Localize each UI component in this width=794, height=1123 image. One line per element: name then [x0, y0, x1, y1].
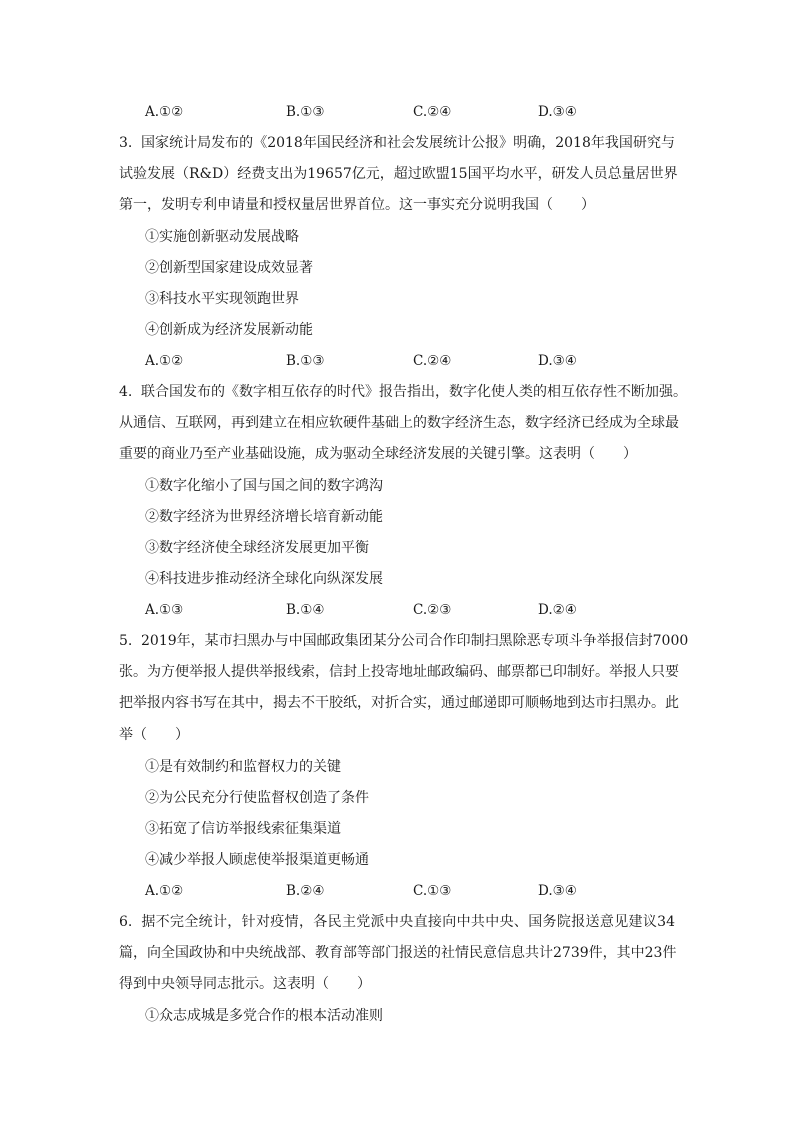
q5-option-b[interactable]: B.②④: [286, 883, 325, 899]
q6-number: 6.: [119, 914, 133, 930]
q3-option-a[interactable]: A.①②: [145, 353, 184, 369]
q2-options: [145, 102, 605, 122]
q4-stem-line-1: [119, 382, 687, 402]
q6-stem-line-1: [119, 912, 675, 932]
q5-stem-text-1: 2019年，某市扫黑办与中国邮政集团某分公司合作印制扫黑除恶专项斗争举报信封7000: [141, 633, 689, 649]
q3-options: [145, 351, 605, 371]
q4-statement-2: ②数字经济为世界经济增长培育新动能: [145, 509, 383, 525]
q4-option-c[interactable]: C.②③: [413, 602, 452, 618]
q3-stem-line-1: [119, 133, 675, 153]
q5-stem-line-2: [119, 662, 679, 682]
q5-stem-text-4: 举（ ）: [119, 727, 189, 743]
q5-options: [145, 881, 605, 901]
q3-stem-line-3: [119, 195, 595, 215]
q3-stem-text-3: 第一，发明专利申请量和授权量居世界首位。这一事实充分说明我国（ ）: [119, 197, 595, 213]
q4-number: 4.: [119, 384, 133, 400]
q5-option-d[interactable]: D.③④: [538, 883, 577, 899]
q6-stem-line-2: [119, 943, 675, 963]
q4-statement-1: ①数字化缩小了国与国之间的数字鸿沟: [145, 478, 383, 494]
q6-stem-text-3: 得到中央领导同志批示。这表明（ ）: [119, 976, 371, 992]
q3-option-c[interactable]: C.②④: [413, 353, 452, 369]
q3-statement-4: ④创新成为经济发展新动能: [145, 322, 313, 338]
q3-statement-1: ①实施创新驱动发展战略: [145, 229, 299, 245]
q4-options: [145, 600, 605, 620]
q4-stem-text-2: 从通信、互联网，再到建立在相应软硬件基础上的数字经济生态，数字经济已经成为全球最: [119, 415, 679, 431]
q3-statement-2: ②创新型国家建设成效显著: [145, 260, 313, 276]
q5-statement-2: ②为公民充分行使监督权创造了条件: [145, 790, 369, 806]
q2-option-a[interactable]: A.①②: [145, 104, 184, 120]
q2-option-c[interactable]: C.②④: [413, 104, 452, 120]
q4-option-b[interactable]: B.①④: [286, 602, 325, 618]
q2-option-b[interactable]: B.①③: [286, 104, 325, 120]
q5-option-c[interactable]: C.①③: [413, 883, 452, 899]
q5-stem-line-3: [119, 693, 679, 713]
q3-stem-text-2: 试验发展（R&D）经费支出为19657亿元，超过欧盟15国平均水平，研发人员总量居世界: [119, 166, 678, 182]
q5-number: 5.: [119, 633, 133, 649]
q5-option-a[interactable]: A.①②: [145, 883, 184, 899]
q3-number: 3.: [119, 135, 133, 151]
q4-statement-3: ③数字经济使全球经济发展更加平衡: [145, 540, 369, 556]
q5-stem-line-1: [119, 631, 689, 651]
q4-stem-text-3: 重要的商业乃至产业基础设施，成为驱动全球经济发展的关键引擎。这表明（ ）: [119, 446, 637, 462]
q6-stem-line-3: [119, 974, 371, 994]
q4-option-a[interactable]: A.①③: [145, 602, 184, 618]
q4-statement-4: ④科技进步推动经济全球化向纵深发展: [145, 571, 383, 587]
q6-statement-1: ①众志成城是多党合作的根本活动准则: [145, 1008, 383, 1024]
q3-option-d[interactable]: D.③④: [538, 353, 577, 369]
q5-statement-3: ③拓宽了信访举报线索征集渠道: [145, 821, 341, 837]
q5-stem-line-4: [119, 725, 189, 745]
q3-stem-line-2: [119, 164, 678, 184]
q6-stem-text-1: 据不完全统计，针对疫情，各民主党派中央直接向中共中央、国务院报送意见建议34: [141, 914, 675, 930]
q3-option-b[interactable]: B.①③: [286, 353, 325, 369]
q3-stem-text-1: 国家统计局发布的《2018年国民经济和社会发展统计公报》明确，2018年我国研究与: [141, 135, 675, 151]
q4-stem-text-1: 联合国发布的《数字相互依存的时代》报告指出，数字化使人类的相互依存性不断加强。: [141, 384, 687, 400]
q5-stem-text-3: 把举报内容书写在其中，揭去不干胶纸，对折合实，通过邮递即可顺畅地到达市扫黑办。此: [119, 695, 679, 711]
q4-stem-line-2: [119, 413, 679, 433]
q3-statement-3: ③科技水平实现领跑世界: [145, 291, 299, 307]
q6-stem-text-2: 篇，向全国政协和中央统战部、教育部等部门报送的社情民意信息共计2739件，其中23件: [119, 945, 677, 961]
q5-statement-1: ①是有效制约和监督权力的关键: [145, 759, 341, 775]
q4-stem-line-3: [119, 444, 637, 464]
q2-option-d[interactable]: D.③④: [538, 104, 577, 120]
q5-statement-4: ④减少举报人顾虑使举报渠道更畅通: [145, 852, 369, 868]
q5-stem-text-2: 张。为方便举报人提供举报线索，信封上投寄地址邮政编码、邮票都已印制好。举报人只要: [119, 664, 679, 680]
q4-option-d[interactable]: D.②④: [538, 602, 577, 618]
